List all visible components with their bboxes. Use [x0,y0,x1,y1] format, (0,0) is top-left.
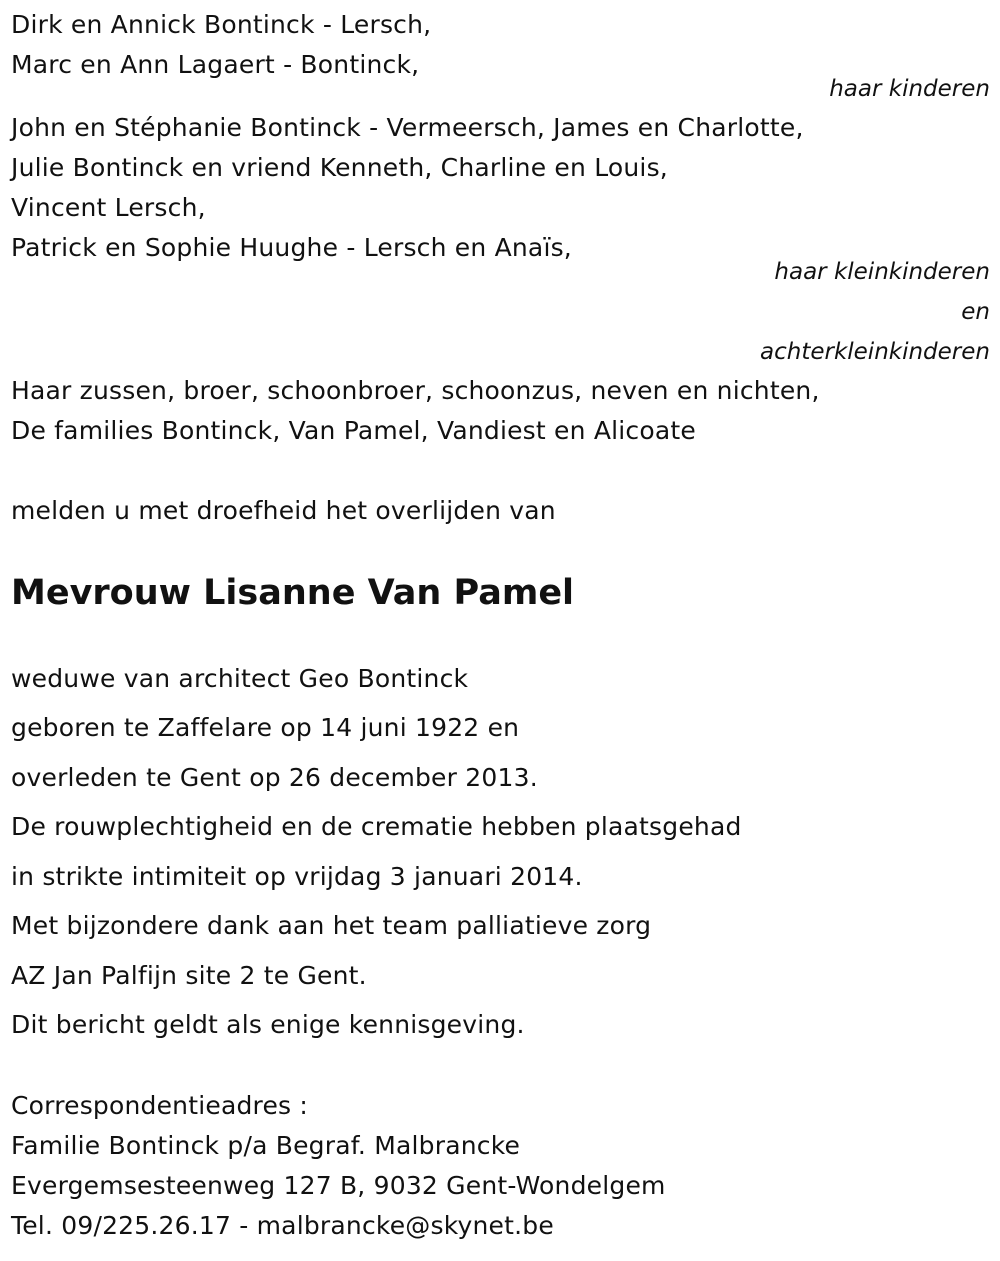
detail-line-4: De rouwplechtigheid en de crematie hebben plaatsgehad [11,812,742,841]
detail-line-3: overleden te Gent op 26 december 2013. [11,763,538,792]
grandchildren-label-3: achterkleinkinderen [760,339,990,365]
correspondence-heading: Correspondentieadres : [11,1091,309,1120]
grandchildren-label-2: en [961,299,990,325]
grandchildren-line-1: John en Stéphanie Bontinck - Vermeersch, James en Charlotte, [11,113,804,142]
children-line-2: Marc en Ann Lagaert - Bontinck, [11,50,420,79]
correspondence-line-1: Familie Bontinck p/a Begraf. Malbrancke [11,1131,521,1160]
children-label: haar kinderen [829,76,990,102]
detail-line-2: geboren te Zaffelare op 14 juni 1922 en [11,713,520,742]
correspondence-line-2: Evergemsesteenweg 127 B, 9032 Gent-Wondelgem [11,1171,666,1200]
relatives-line-2: De families Bontinck, Van Pamel, Vandiest en Alicoate [11,416,696,445]
detail-line-7: AZ Jan Palfijn site 2 te Gent. [11,961,367,990]
grandchildren-line-3: Vincent Lersch, [11,193,206,222]
children-line-1: Dirk en Annick Bontinck - Lersch, [11,10,432,39]
deceased-name: Mevrouw Lisanne Van Pamel [11,573,575,613]
grandchildren-line-4: Patrick en Sophie Huughe - Lersch en Anaïs, [11,233,572,262]
correspondence-line-3: Tel. 09/225.26.17 - malbrancke@skynet.be [11,1211,554,1240]
announcement: melden u met droefheid het overlijden van [11,496,556,525]
relatives-line-1: Haar zussen, broer, schoonbroer, schoonzus, neven en nichten, [11,376,820,405]
grandchildren-label-1: haar kleinkinderen [774,259,990,285]
detail-line-6: Met bijzondere dank aan het team palliatieve zorg [11,911,652,940]
detail-line-8: Dit bericht geldt als enige kennisgeving. [11,1010,525,1039]
grandchildren-line-2: Julie Bontinck en vriend Kenneth, Charline en Louis, [11,153,668,182]
detail-line-1: weduwe van architect Geo Bontinck [11,664,469,693]
detail-line-5: in strikte intimiteit op vrijdag 3 januari 2014. [11,862,583,891]
